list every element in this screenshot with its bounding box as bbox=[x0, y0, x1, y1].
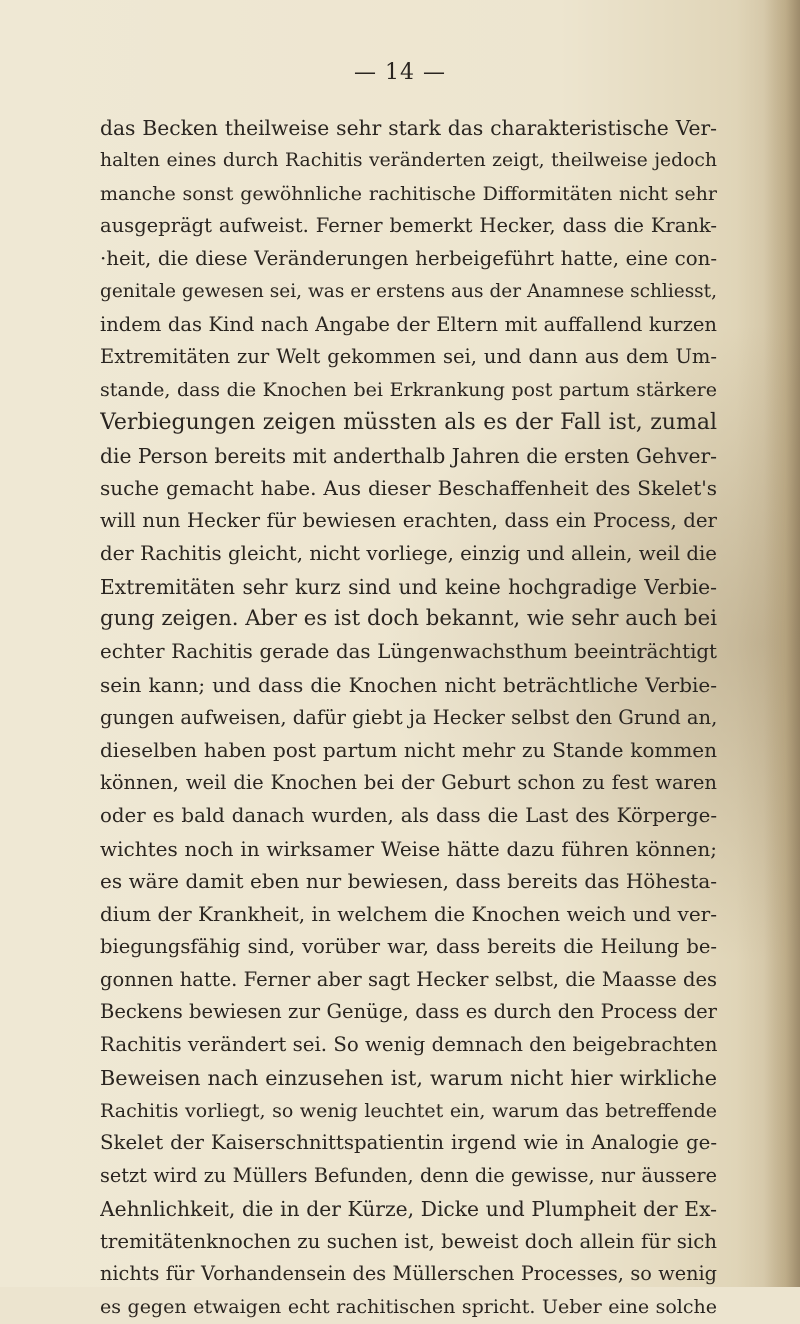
text-line: Rachitis vorliegt, so wenig leuchtet ein, warum das betreffende bbox=[100, 1099, 717, 1122]
body-text bbox=[100, 112, 717, 1324]
text-line: es wäre damit eben nur bewiesen, dass bereits das Höhesta- bbox=[100, 869, 717, 894]
text-line: ausgeprägt aufweist. Ferner bemerkt Hecker, dass die Krank- bbox=[100, 214, 717, 238]
text-line: oder es bald danach wurden, als dass die Last des Körperge- bbox=[100, 803, 717, 827]
text-line: nichts für Vorhandensein des Müllerschen Processes, so wenig bbox=[100, 1262, 717, 1286]
text-line: wichtes noch in wirksamer Weise hätte dazu führen können; bbox=[100, 836, 717, 861]
text-line: Rachitis verändert sei. So wenig demnach den beigebrachten bbox=[100, 1033, 717, 1056]
text-line: Beweisen nach einzusehen ist, warum nicht hier wirkliche bbox=[100, 1065, 717, 1090]
text-line: können, weil die Knochen bei der Geburt schon zu fest waren bbox=[100, 771, 717, 794]
text-line: das Becken theilweise sehr stark das charakteristische Ver- bbox=[100, 116, 717, 140]
text-line: biegungsfähig sind, vorüber war, dass bereits die Heilung be- bbox=[100, 934, 717, 958]
text-line: Extremitäten zur Welt gekommen sei, und dann aus dem Um- bbox=[100, 345, 717, 369]
text-line: sein kann; und dass die Knochen nicht beträchtliche Verbie- bbox=[100, 672, 717, 697]
text-line: der Rachitis gleicht, nicht vorliege, einzig und allein, weil die bbox=[100, 541, 717, 565]
text-line: setzt wird zu Müllers Befunden, denn die gewisse, nur äussere bbox=[100, 1164, 717, 1187]
text-line: suche gemacht habe. Aus dieser Beschaffenheit des Skelet's bbox=[100, 476, 717, 501]
text-line: halten eines durch Rachitis veränderten zeigt, theilweise jedoch bbox=[100, 149, 717, 171]
text-line: gonnen hatte. Ferner aber sagt Hecker selbst, die Maasse des bbox=[100, 967, 717, 991]
text-line: genitale gewesen sei, was er erstens aus der Anamnese schliesst, bbox=[100, 280, 717, 302]
page-edge-shadow bbox=[764, 0, 800, 1287]
text-line: Beckens bewiesen zur Genüge, dass es durch den Process der bbox=[100, 1000, 717, 1024]
text-line: gungen aufweisen, dafür giebt ja Hecker selbst den Grund an, bbox=[100, 705, 717, 729]
text-line: will nun Hecker für bewiesen erachten, dass ein Process, der bbox=[100, 509, 717, 532]
text-line: stande, dass die Knochen bei Erkrankung post partum stärkere bbox=[100, 379, 717, 401]
text-line: manche sonst gewöhnliche rachitische Difformitäten nicht sehr bbox=[100, 182, 717, 205]
text-line: indem das Kind nach Angabe der Eltern mit auffallend kurzen bbox=[100, 312, 717, 336]
text-line: die Person bereits mit anderthalb Jahren die ersten Gehver- bbox=[100, 443, 717, 468]
text-line: dieselben haben post partum nicht mehr zu Stande kommen bbox=[100, 738, 717, 763]
text-line: Verbiegungen zeigen müssten als es der Fall ist, zumal bbox=[100, 409, 717, 435]
text-line: tremitätenknochen zu suchen ist, beweist doch allein für sich bbox=[100, 1229, 717, 1253]
text-line: Skelet der Kaiserschnittspatientin irgend wie in Analogie ge- bbox=[100, 1131, 717, 1155]
text-line: Aehnlichkeit, die in der Kürze, Dicke und Plumpheit der Ex- bbox=[100, 1196, 717, 1221]
text-line: gung zeigen. Aber es ist doch bekannt, wie sehr auch bei bbox=[100, 606, 717, 632]
text-line: Extremitäten sehr kurz sind und keine hochgradige Verbie- bbox=[100, 574, 717, 599]
text-line: echter Rachitis gerade das Lüngenwachsthum beeinträchtigt bbox=[100, 640, 717, 663]
page-number: — 14 — bbox=[354, 60, 446, 85]
text-line: dium der Krankheit, in welchem die Knochen weich und ver- bbox=[100, 902, 717, 926]
text-line: es gegen etwaigen echt rachitischen spricht. Ueber eine solche bbox=[100, 1296, 717, 1318]
text-line: ·heit, die diese Veränderungen herbeigeführt hatte, eine con- bbox=[100, 247, 717, 270]
